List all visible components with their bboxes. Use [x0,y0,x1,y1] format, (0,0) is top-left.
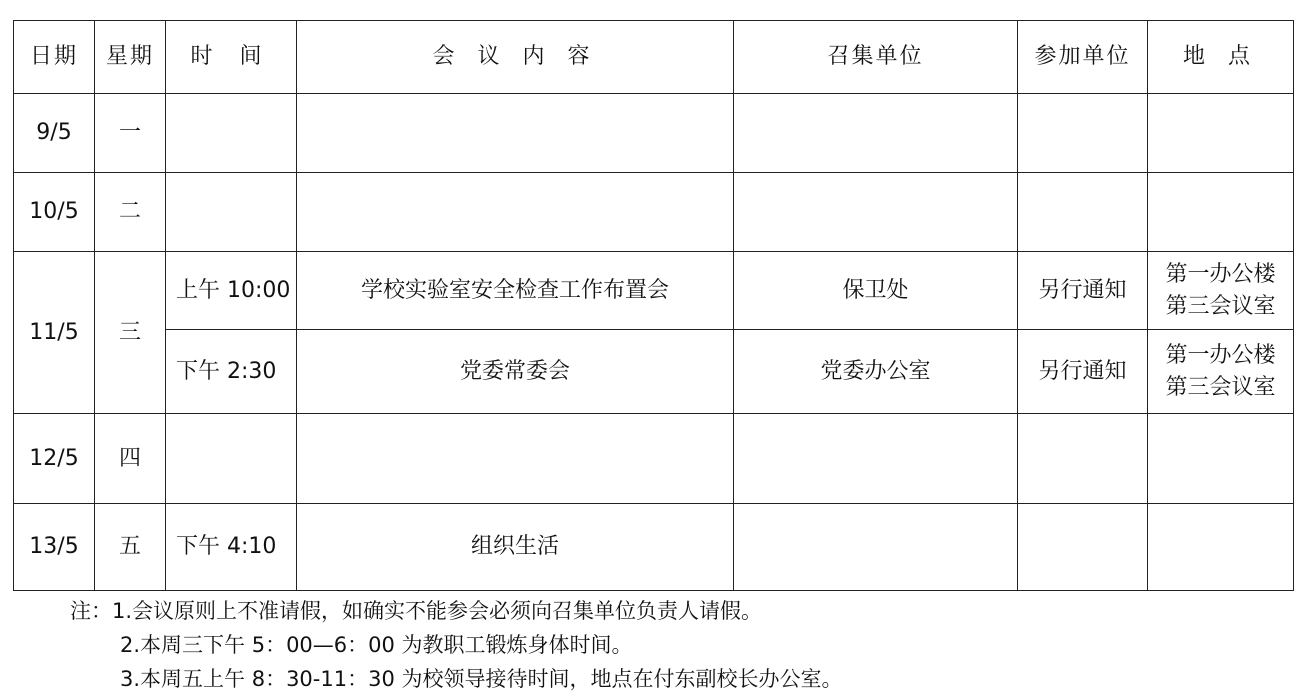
time-cell: 下午 4:10 [166,504,297,591]
participants-cell: 另行通知 [1018,330,1148,414]
table-row-wednesday-pm [14,330,1294,414]
table-row-monday [14,94,1294,173]
content-cell: 组织生活 [297,504,734,591]
location-line-2: 第三会议室 [1165,374,1276,400]
time-cell [166,414,297,504]
date-cell: 11/5 [14,252,95,414]
location-cell [1148,330,1294,414]
weekday-cell: 三 [95,252,166,414]
content-cell: 党委常委会 [297,330,734,414]
header-date: 日期 [14,21,95,94]
location-cell [1148,252,1294,330]
time-cell [166,94,297,173]
table-row-tuesday [14,173,1294,252]
header-row [14,21,1294,94]
note-line-1: 注：1.会议原则上不准请假，如确实不能参会必须向召集单位负责人请假。 [70,599,763,623]
time-cell: 上午 10:00 [166,252,297,330]
date-cell: 13/5 [14,504,95,591]
header-time: 时 间 [166,21,297,94]
header-weekday: 星期 [95,21,166,94]
convener-cell [734,94,1018,173]
location-cell [1148,173,1294,252]
participants-cell: 另行通知 [1018,252,1148,330]
convener-cell: 党委办公室 [734,330,1018,414]
location-cell [1148,414,1294,504]
location-cell [1148,94,1294,173]
weekday-cell: 四 [95,414,166,504]
location-line-2: 第三会议室 [1165,293,1276,319]
table-row-wednesday-am [14,252,1294,330]
header-location: 地 点 [1148,21,1294,94]
date-cell: 9/5 [14,94,95,173]
weekday-cell: 一 [95,94,166,173]
header-content: 会 议 内 容 [297,21,734,94]
content-cell [297,173,734,252]
weekday-cell: 二 [95,173,166,252]
note-line-3: 3.本周五上午 8：30-11：30 为校领导接待时间，地点在付东副校长办公室。 [120,667,843,691]
convener-cell: 保卫处 [734,252,1018,330]
content-cell [297,94,734,173]
table-row-thursday [14,414,1294,504]
time-cell [166,173,297,252]
participants-cell [1018,504,1148,591]
date-cell: 12/5 [14,414,95,504]
location-cell [1148,504,1294,591]
convener-cell [734,504,1018,591]
date-cell: 10/5 [14,173,95,252]
time-cell: 下午 2:30 [166,330,297,414]
participants-cell [1018,173,1148,252]
header-convener: 召集单位 [734,21,1018,94]
convener-cell [734,173,1018,252]
content-cell [297,414,734,504]
header-participants: 参加单位 [1018,21,1148,94]
notes-section [70,594,843,696]
location-line-1: 第一办公楼 [1165,342,1276,368]
table-row-friday [14,504,1294,591]
content-cell: 学校实验室安全检查工作布置会 [297,252,734,330]
convener-cell [734,414,1018,504]
participants-cell [1018,414,1148,504]
location-line-1: 第一办公楼 [1165,261,1276,287]
meeting-schedule-table [13,20,1294,591]
participants-cell [1018,94,1148,173]
note-line-2: 2.本周三下午 5：00—6：00 为教职工锻炼身体时间。 [120,633,633,657]
weekday-cell: 五 [95,504,166,591]
